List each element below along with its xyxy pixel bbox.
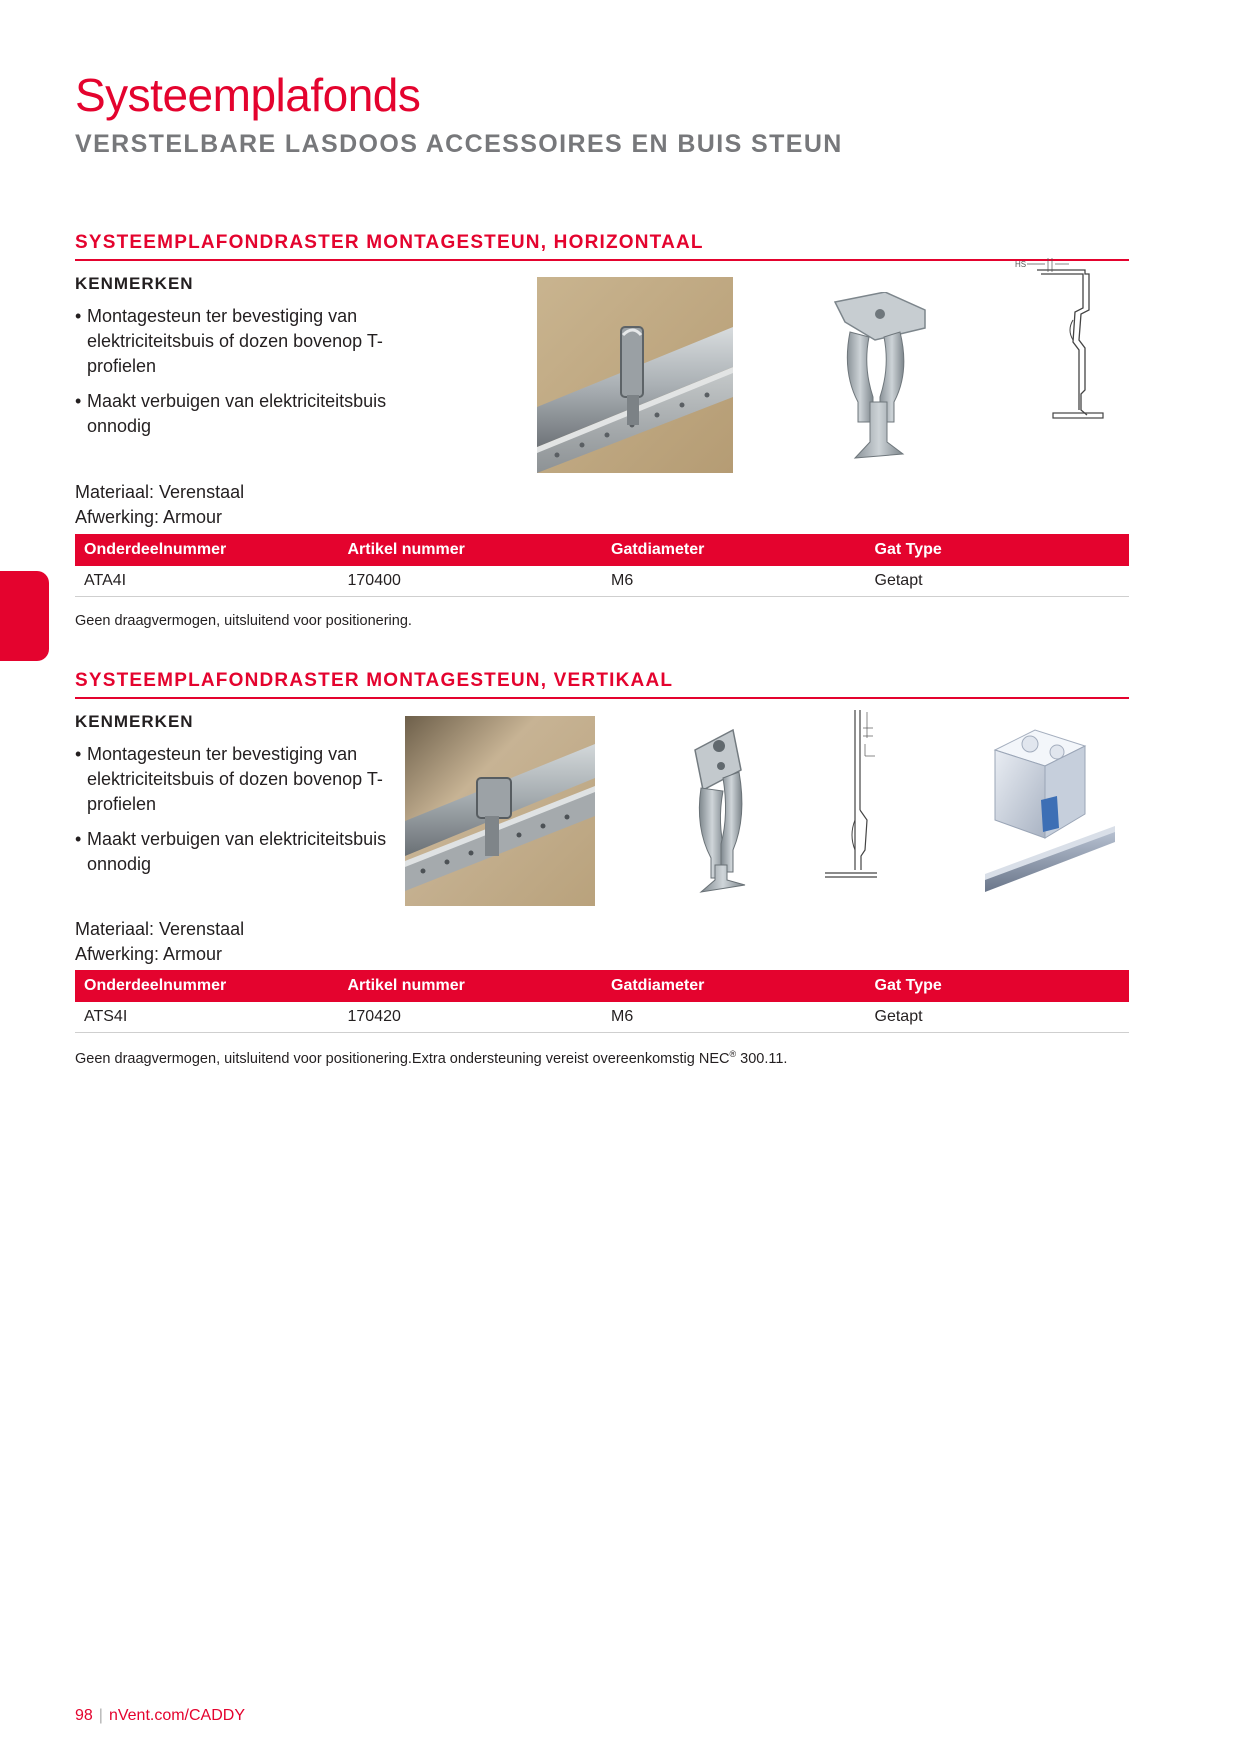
col-header-hole-type: Gat Type xyxy=(866,534,1130,566)
cell-hole-diameter: M6 xyxy=(602,1002,866,1032)
col-header-part-number: Onderdeelnummer xyxy=(75,534,339,566)
section-title: SYSTEEMPLAFONDRASTER MONTAGESTEUN, VERTIKAAL xyxy=(75,670,1129,699)
col-header-hole-diameter: Gatdiameter xyxy=(602,970,866,1002)
features-list xyxy=(75,304,395,439)
technical-drawing xyxy=(1015,250,1125,440)
page-title: Systeemplafonds xyxy=(75,69,421,121)
section-vertical xyxy=(75,670,1129,1067)
features-list xyxy=(75,742,395,877)
feature-item: • Maakt verbuigen van elektriciteitsbuis onnodig xyxy=(75,827,395,877)
product-part-image xyxy=(825,292,935,472)
registered-mark: ® xyxy=(729,1049,737,1059)
product-table xyxy=(75,534,1129,597)
material-text: Materiaal: Verenstaal xyxy=(75,919,245,939)
cell-article-number: 170400 xyxy=(339,566,603,596)
feature-item: • Maakt verbuigen van elektriciteitsbuis onnodig xyxy=(75,389,395,439)
footer-separator: | xyxy=(98,1707,103,1724)
cell-part-number: ATA4I xyxy=(75,566,339,596)
product-table xyxy=(75,970,1129,1033)
note-text: Geen draagvermogen, uitsluitend voor positionering.Extra ondersteuning vereist overeenkomstig NEC xyxy=(75,1050,730,1067)
feature-item: • Montagesteun ter bevestiging van elektriciteitsbuis of dozen bovenop T-profielen xyxy=(75,742,395,817)
feature-item: • Montagesteun ter bevestiging van elektriciteitsbuis of dozen bovenop T-profielen xyxy=(75,304,395,379)
junction-box-image xyxy=(985,710,1115,910)
table-note: Geen draagvermogen, uitsluitend voor positionering. xyxy=(75,613,412,629)
col-header-article-number: Artikel nummer xyxy=(339,970,603,1002)
col-header-hole-diameter: Gatdiameter xyxy=(602,534,866,566)
table-row xyxy=(75,566,1129,596)
product-part-image xyxy=(683,720,763,900)
finish-text: Afwerking: Armour xyxy=(75,944,223,964)
features-heading: KENMERKEN xyxy=(75,274,194,293)
technical-drawing xyxy=(825,710,925,910)
col-header-part-number: Onderdeelnummer xyxy=(75,970,339,1002)
features-heading: KENMERKEN xyxy=(75,712,194,731)
section-horizontal xyxy=(75,232,1129,629)
col-header-hole-type: Gat Type xyxy=(866,970,1130,1002)
chapter-tab xyxy=(0,571,49,661)
product-photo xyxy=(405,716,595,906)
material-text: Materiaal: Verenstaal xyxy=(75,482,245,502)
page-footer xyxy=(75,1707,245,1725)
cell-article-number: 170420 xyxy=(339,1002,603,1032)
product-photo xyxy=(537,277,733,473)
dimension-label: HS xyxy=(1015,260,1027,269)
cell-part-number: ATS4I xyxy=(75,1002,339,1032)
page-subtitle: VERSTELBARE LASDOOS ACCESSOIRES EN BUIS STEUN xyxy=(75,130,843,158)
note-tail: 300.11. xyxy=(736,1050,788,1067)
table-note xyxy=(75,1049,787,1067)
cell-hole-diameter: M6 xyxy=(602,566,866,596)
cell-hole-type: Getapt xyxy=(866,1002,1130,1032)
finish-text: Afwerking: Armour xyxy=(75,507,223,527)
table-row xyxy=(75,1002,1129,1032)
page-number: 98 xyxy=(75,1707,93,1724)
col-header-article-number: Artikel nummer xyxy=(339,534,603,566)
footer-link[interactable]: nVent.com/CADDY xyxy=(108,1707,246,1724)
section-title: SYSTEEMPLAFONDRASTER MONTAGESTEUN, HORIZONTAAL xyxy=(75,232,1129,261)
cell-hole-type: Getapt xyxy=(866,566,1130,596)
